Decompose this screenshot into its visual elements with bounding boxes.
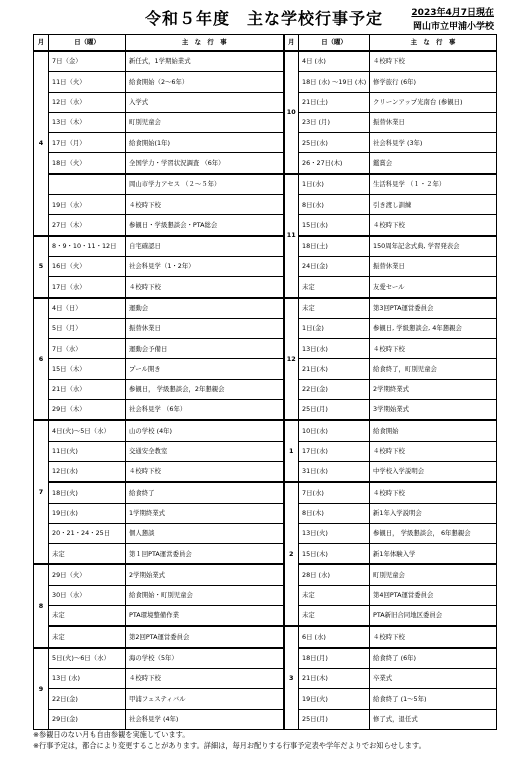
event-cell: PTA新旧合同地区委員会 [370,606,497,627]
day-cell: 17日(水) [299,441,370,461]
event-cell: 中学校入学説明会 [370,461,497,482]
month-cell: 8 [34,564,49,647]
event-cell: 新1年入学説明会 [370,503,497,523]
day-cell: 18日(月) [299,648,370,669]
day-cell: 未定 [299,277,370,298]
event-cell: 給食終了 (1～5年) [370,689,497,709]
event-cell: 山の学校 (4年) [126,420,284,441]
table-row [34,606,497,627]
event-cell: 給食開始(1年) [126,133,284,153]
day-cell: 未定 [299,298,370,319]
month-cell: 11 [284,174,299,298]
event-cell: 給食開始・町別児童会 [126,585,284,605]
table-row [34,626,497,647]
day-cell: 29日（火） [49,564,126,585]
note: ※行事予定は，都合により変更することがあります。詳細は，毎月お配りする行事予定表や学年だよりでお知らせします。 [33,741,426,750]
event-cell: 給食終了，町別児童会 [370,359,497,379]
month-cell: 5 [34,236,49,298]
event-cell: 3学期始業式 [370,400,497,421]
day-cell: 15日(木) [299,544,370,565]
event-cell: 自宅確認日 [126,236,284,257]
day-cell: 4日(火)～5日（水） [49,420,126,441]
day-cell: 23日 (月) [299,112,370,132]
table-row [34,92,497,112]
event-cell: 海の学校（5年） [126,648,284,669]
day-cell: 7日（金） [49,51,126,72]
event-cell: 150周年記念式典, 学習発表会 [370,236,497,257]
day-cell: 19日(火) [299,689,370,709]
event-cell: 振替休業日 [370,112,497,132]
day-cell: 未定 [49,544,126,565]
event-cell: 社会科見学（1・2年） [126,256,284,276]
table-row [34,256,497,276]
month-cell: 12 [284,298,299,421]
day-cell: 6日 (水) [299,626,370,647]
event-cell: ４校時下校 [126,277,284,298]
event-cell: 給食終了 (6年) [370,648,497,669]
table-row [34,482,497,503]
school-name: 岡山市立甲浦小学校 [412,22,494,32]
month-cell: 7 [34,420,49,564]
event-cell: 町別児童会 [370,564,497,585]
day-cell: 11日(火) [49,441,126,461]
month-cell: 3 [284,626,299,729]
notes [33,729,426,751]
table-row [34,153,497,174]
event-cell: ４校時下校 [126,668,284,688]
table-row [34,503,497,523]
table-row [34,441,497,461]
event-cell: 参観日， 学級懇談会， 6年懇親会 [370,523,497,543]
day-cell: 17日（水） [49,277,126,298]
day-cell: 未定 [299,585,370,605]
event-cell: 全国学力・学習状況調査 （6年） [126,153,284,174]
month-cell: 9 [34,648,49,730]
table-row [34,585,497,605]
day-cell: 5日（月） [49,318,126,338]
day-cell: 22日(金) [49,689,126,709]
event-cell: ４校時下校 [370,626,497,647]
event-cell: 交通安全教室 [126,441,284,461]
day-cell: 15日(水) [299,215,370,236]
day-cell: 29日（木） [49,400,126,421]
event-cell: 給食終了 [126,482,284,503]
table-row [34,564,497,585]
event-cell: 2学期終業式 [370,379,497,399]
day-cell: 15日（木） [49,359,126,379]
month-cell: 6 [34,298,49,421]
day-cell: 1日(水) [299,174,370,195]
day-header: 日（曜） [299,35,370,52]
table-row [34,379,497,399]
day-cell: 18日 (水) ～19日 (木) [299,72,370,92]
event-cell: 参観日， 学級懇談会，2年懇親会 [126,379,284,399]
table-row [34,174,497,195]
table-row [34,51,497,72]
table-row [34,420,497,441]
page-title: 令和５年度 主な学校行事予定 [144,9,383,28]
event-cell: 振替休業日 [370,256,497,276]
day-cell: 12日(水) [49,461,126,482]
event-cell: 卒業式 [370,668,497,688]
day-cell [49,174,126,195]
event-cell: 修学旅行 (6年) [370,72,497,92]
day-cell: 13日（木） [49,112,126,132]
table-row [34,133,497,153]
event-cell: 給食開始（2～6年） [126,72,284,92]
day-cell: 19日（水） [49,195,126,215]
day-cell: 18日(土) [299,236,370,257]
as-of-date: 2023年4月7日現在 [411,8,494,18]
day-cell: 8・9・10・11・12日 [49,236,126,257]
event-cell: 振替休業日 [126,318,284,338]
event-cell: 社会科見学 (4年) [126,709,284,729]
day-cell: 30日（水） [49,585,126,605]
table-row [34,339,497,359]
day-cell: 16日（火） [49,256,126,276]
event-cell: PTA環境整備作業 [126,606,284,627]
event-cell: 引き渡し訓練 [370,195,497,215]
day-cell: 17日（月） [49,133,126,153]
day-header: 日（曜） [49,35,126,52]
event-cell: 新1年体験入学 [370,544,497,565]
event-cell: 個人懇談 [126,523,284,543]
event-cell: ４校時下校 [126,461,284,482]
event-cell: 2学期始業式 [126,564,284,585]
note: ※参観日のない月も自由参観を実施しています。 [33,730,190,739]
day-cell: 18日(火) [49,482,126,503]
day-cell: 26・27日(木) [299,153,370,174]
day-cell: 12日（水） [49,92,126,112]
table-row [34,523,497,543]
event-header: 主 な 行 事 [370,35,497,52]
month-header: 月 [284,35,299,52]
day-cell: 10日(水) [299,420,370,441]
table-row [34,298,497,319]
event-cell: ４校時下校 [370,482,497,503]
event-cell: ４校時下校 [370,441,497,461]
event-cell: 鑑賞会 [370,153,497,174]
event-cell: 友愛セール [370,277,497,298]
day-cell: 20・21・24・25日 [49,523,126,543]
day-cell: 4日 (水) [299,51,370,72]
day-cell: 8日(木) [299,503,370,523]
event-cell: 社会科見学 (3年) [370,133,497,153]
event-cell: 第１回PTA運営委員会 [126,544,284,565]
day-cell: 21日(木) [299,359,370,379]
day-cell: 21日(木) [299,668,370,688]
event-cell: 町別児童会 [126,112,284,132]
event-cell: 甲浦フェスティバル [126,689,284,709]
table-row [34,648,497,669]
event-cell: ４校時下校 [370,215,497,236]
table-row [34,195,497,215]
day-cell: 22日(金) [299,379,370,399]
event-cell: クリーンアップ光南台 (参観日) [370,92,497,112]
table-row [34,544,497,565]
event-cell: 第3回PTA運営委員会 [370,298,497,319]
day-cell: 4日（日） [49,298,126,319]
table-row [34,72,497,92]
event-cell: 参観日・学級懇談会・PTA総会 [126,215,284,236]
table-row [34,215,497,236]
day-cell: 13日 (水) [49,668,126,688]
event-cell: 入学式 [126,92,284,112]
event-cell: ４校時下校 [370,51,497,72]
header-row [34,35,497,52]
day-cell: 未定 [299,606,370,627]
day-cell: 28日 (水) [299,564,370,585]
event-cell: ４校時下校 [370,339,497,359]
day-cell: 29日(金) [49,709,126,729]
event-cell: プール開き [126,359,284,379]
day-cell: 未定 [49,606,126,627]
month-cell: 4 [34,51,49,236]
table-row [34,359,497,379]
day-cell: 21日（水） [49,379,126,399]
event-cell: 岡山市学力アセス （２～５年） [126,174,284,195]
month-cell: 10 [284,51,299,174]
day-cell: 21日(土) [299,92,370,112]
month-cell: 1 [284,420,299,482]
table-row [34,709,497,729]
event-header: 主 な 行 事 [126,35,284,52]
table-row [34,112,497,132]
day-cell: 8日(水) [299,195,370,215]
event-cell: 運動会 [126,298,284,319]
day-cell: 7日（水） [49,339,126,359]
day-cell: 24日(金) [299,256,370,276]
event-cell: 社会科見学 （6年） [126,400,284,421]
day-cell: 7日(水) [299,482,370,503]
day-cell: 13日(火) [299,523,370,543]
table-row [34,668,497,688]
table-row [34,318,497,338]
day-cell: 11日（火） [49,72,126,92]
event-cell: 第2回PTA運営委員会 [126,626,284,647]
day-cell: 5日(火)～6日（水） [49,648,126,669]
table-row [34,277,497,298]
event-cell: 1学期終業式 [126,503,284,523]
month-cell: 2 [284,482,299,626]
day-cell: 31日(水) [299,461,370,482]
event-cell: 第4回PTA運営委員会 [370,585,497,605]
day-cell: 25日(月) [299,400,370,421]
event-cell: 新任式，1学期始業式 [126,51,284,72]
day-cell: 19日(水) [49,503,126,523]
event-cell: ４校時下校 [126,195,284,215]
day-cell: 25日(月) [299,709,370,729]
event-cell: 給食開始 [370,420,497,441]
day-cell: 未定 [49,626,126,647]
event-cell: 生活科見学 （１・２年） [370,174,497,195]
table-row [34,461,497,482]
day-cell: 18日（火） [49,153,126,174]
day-cell: 1日(金) [299,318,370,338]
event-cell: 修了式，退任式 [370,709,497,729]
day-cell: 27日（木） [49,215,126,236]
table-row [34,236,497,257]
month-header: 月 [34,35,49,52]
schedule-table [33,34,497,730]
day-cell: 13日(水) [299,339,370,359]
table-row [34,400,497,421]
day-cell: 25日(水) [299,133,370,153]
event-cell: 参観日, 学級懇談会, 4年懇親会 [370,318,497,338]
event-cell: 運動会予備日 [126,339,284,359]
table-row [34,689,497,709]
